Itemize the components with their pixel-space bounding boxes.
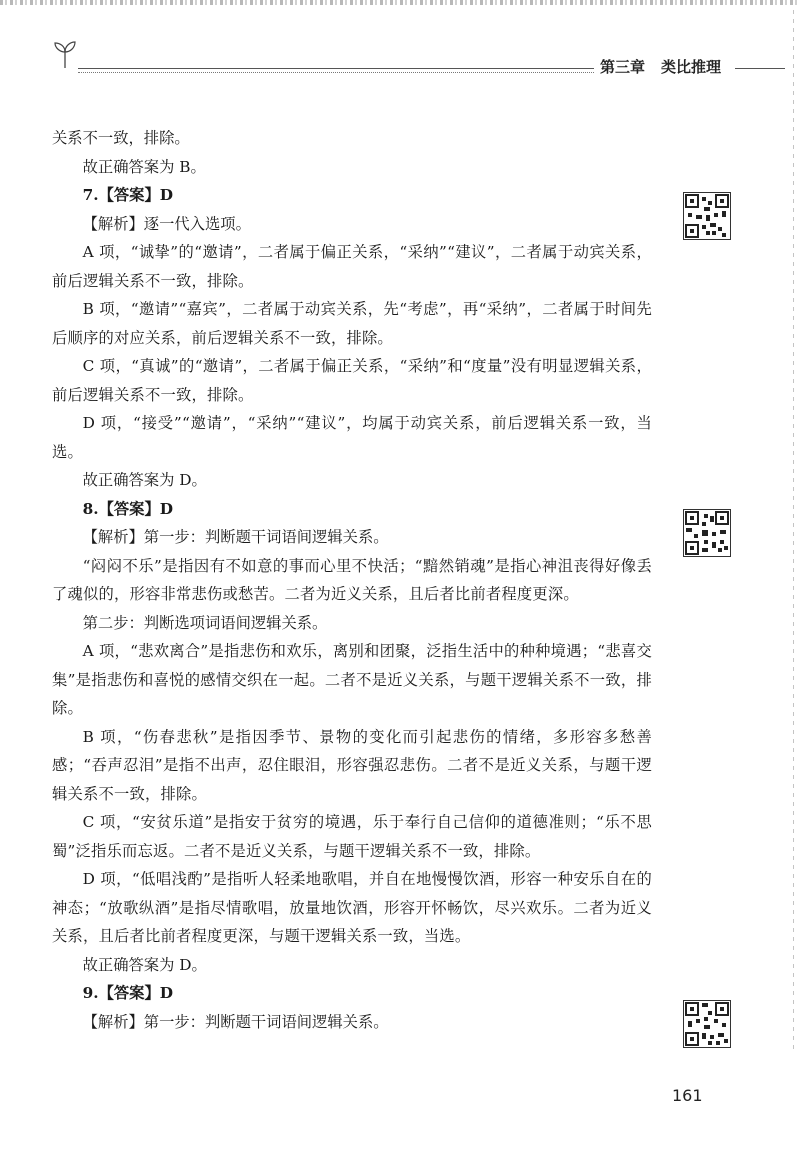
chapter-number: 第三章 [600,58,646,76]
scan-artifact-right [793,10,794,1050]
qr-code-icon[interactable] [683,1000,731,1048]
paragraph: 故正确答案为 B。 [82,157,206,176]
paragraph: D 项，“接受”“邀请”，“采纳”“建议”，均属于动宾关系，前后逻辑关系一致，当选。 [52,414,652,461]
qr-code-icon[interactable] [683,509,731,557]
chapter-title [600,56,721,77]
qr-code-pattern [684,193,730,239]
qr-code-pattern [684,1001,730,1047]
paragraph: C 项，“真诚”的“邀请”，二者属于偏正关系，“采纳”和“度量”没有明显逻辑关系，前后逻辑关系不一致，排除。 [52,357,652,404]
answer-heading: 8.【答案】D [82,499,174,518]
header-rule-tail [735,68,785,69]
header-rule [78,68,594,69]
paragraph: 第二步：判断选项词语间逻辑关系。 [82,613,328,632]
page-number: 161 [672,1086,703,1105]
analysis-heading: 【解析】逐一代入选项。 [82,214,251,233]
paragraph: 关系不一致，排除。 [52,129,190,147]
paragraph: 故正确答案为 D。 [82,471,207,489]
paragraph: “闷闷不乐”是指因有不如意的事而心里不快活；“黯然销魂”是指心神沮丧得好像丢了魂似的，形容非常悲伤或愁苦。二者为近义关系，且后者比前者程度更深。 [52,556,652,603]
page-body [52,124,652,1036]
answer-heading: 7.【答案】D [82,186,174,204]
answer-heading: 9.【答案】D [82,984,174,1002]
paragraph: B 项，“邀请”“嘉宾”，二者属于动宾关系，先“考虑”，再“采纳”，二者属于时间先后顺序的对应关系，前后逻辑关系不一致，排除。 [52,300,652,347]
paragraph: A 项，“悲欢离合”是指悲伤和欢乐，离别和团聚，泛指生活中的种种境遇；“悲喜交集”是指悲伤和喜悦的感情交织在一起。二者不是近义关系，与题干逻辑关系不一致，排除。 [52,642,652,717]
analysis-heading: 【解析】第一步：判断题干词语间逻辑关系。 [82,528,389,546]
sprout-icon [52,38,78,70]
paragraph: D 项，“低唱浅酌”是指听人轻柔地歌唱，并自在地慢慢饮酒，形容一种安乐自在的神态；“放歌纵酒”是指尽情歌唱，放量地饮酒，形容开怀畅饮，尽兴欢乐。二者为近义关系，且后者比前者程度更深，与题干逻辑关系一致，当选。 [52,870,652,945]
header-rule-dotted [78,72,594,73]
analysis-heading: 【解析】第一步：判断题干词语间逻辑关系。 [82,1012,389,1031]
paragraph: C 项，“安贫乐道”是指安于贫穷的境遇，乐于奉行自己信仰的道德准则；“乐不思蜀”泛指乐而忘返。二者不是近义关系，与题干逻辑关系不一致，排除。 [52,813,652,860]
qr-code-icon[interactable] [683,192,731,240]
qr-code-pattern [684,510,730,556]
paragraph: A 项，“诚挚”的“邀请”，二者属于偏正关系，“采纳”“建议”，二者属于动宾关系，前后逻辑关系不一致，排除。 [52,243,652,290]
page-header [0,0,800,90]
chapter-name: 类比推理 [661,58,722,76]
paragraph: B 项，“伤春悲秋”是指因季节、景物的变化而引起悲伤的情绪，多形容多愁善感；“吞声忍泪”是指不出声，忍住眼泪，形容强忍悲伤。二者不是近义关系，与题干逻辑关系不一致，排除。 [52,727,652,803]
paragraph: 故正确答案为 D。 [82,955,207,974]
